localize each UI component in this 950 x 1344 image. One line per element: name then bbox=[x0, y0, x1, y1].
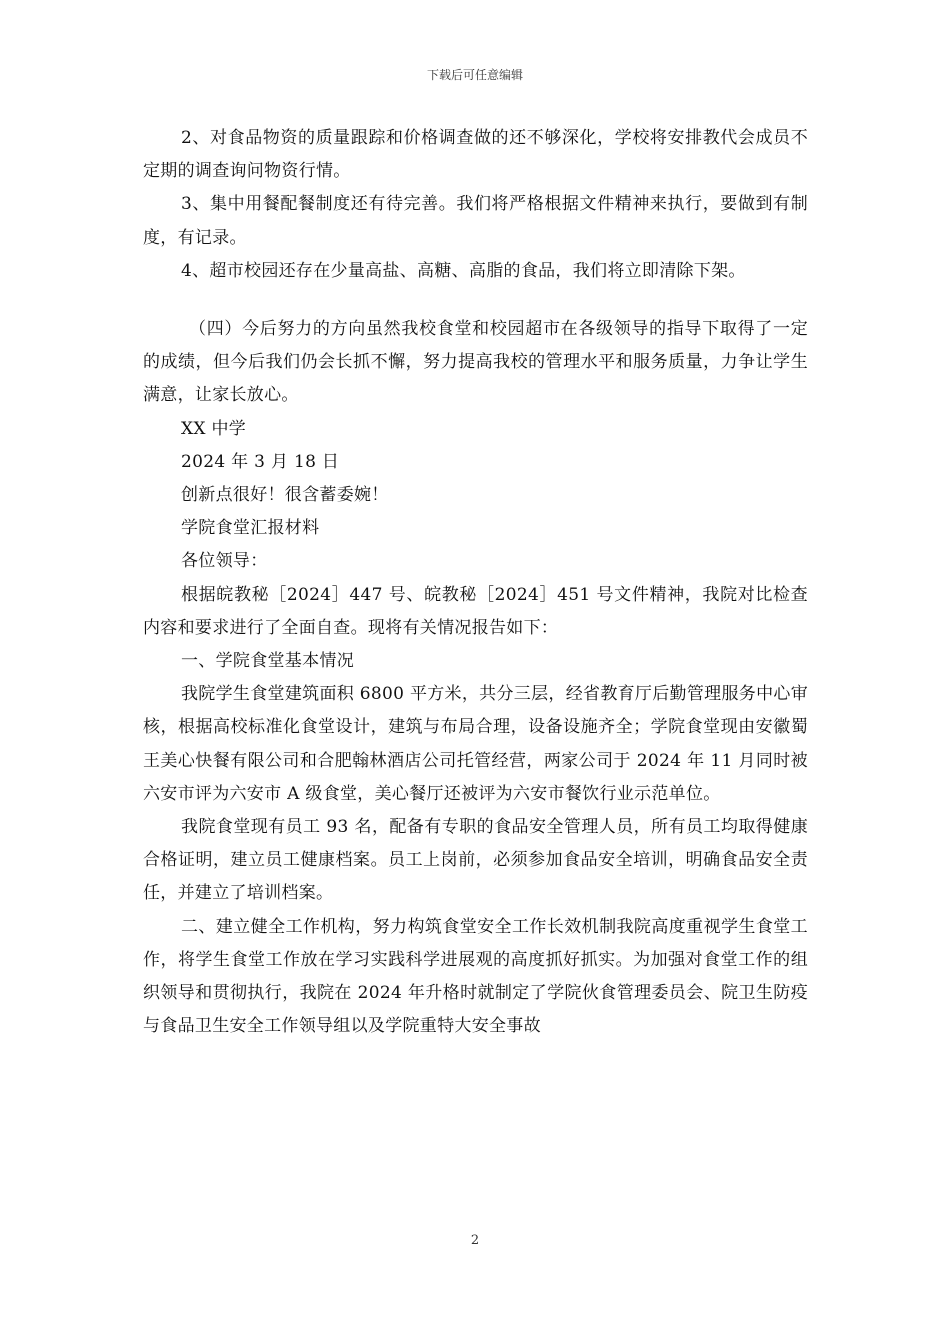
paragraph-future-direction: （四）今后努力的方向虽然我校食堂和校园超市在各级领导的指导下取得了一定的成绩，但今后我们仍会长抓不懈，努力提高我校的管理水平和服务质量，力争让学生满意，让家长放心。 bbox=[143, 319, 808, 406]
paragraph-item-2: 2、对食品物资的质量跟踪和价格调查做的还不够深化，学校将安排教代会成员不定期的调查询问物资行情。 bbox=[143, 128, 808, 182]
signature-date: 2024 年 3 月 18 日 bbox=[181, 451, 340, 472]
section-title: 学院食堂汇报材料 bbox=[181, 518, 320, 539]
paragraph-staff: 我院食堂现有员工 93 名，配备有专职的食品安全管理人员，所有员工均取得健康合格证明，建立员工健康档案。员工上岗前，必须参加食品安全培训，明确食品安全责任，并建立了培训档案。 bbox=[143, 817, 808, 904]
salutation: 各位领导： bbox=[181, 551, 268, 572]
paragraph-item-3: 3、集中用餐配餐制度还有待完善。我们将严格根据文件精神来执行，要做到有制度，有记录。 bbox=[143, 194, 808, 248]
document-body bbox=[143, 122, 808, 1043]
paragraph-intro: 根据皖教秘［2024］447 号、皖教秘［2024］451 号文件精神，我院对比检查内容和要求进行了全面自查。现将有关情况报告如下： bbox=[143, 584, 808, 638]
page-number: 2 bbox=[470, 1233, 480, 1248]
comment-line: 创新点很好！很含蓄委婉！ bbox=[181, 485, 389, 506]
paragraph-organization: 二、建立健全工作机构，努力构筑食堂安全工作长效机制我院高度重视学生食堂工作，将学生食堂工作放在学习实践科学进展观的高度抓好抓实。为加强对食堂工作的组织领导和贯彻执行，我院在 2024 年升格时就制定了学院伙食管理委员会、院卫生防疫与食品卫生安全工作领导组以及学院重特大安全事故 bbox=[143, 916, 808, 1037]
paragraph-item-4: 4、超市校园还存在少量高盐、高糖、高脂的食品，我们将立即清除下架。 bbox=[181, 260, 746, 281]
page-header: 下载后可任意编辑 bbox=[426, 68, 523, 82]
paragraph-canteen-building: 我院学生食堂建筑面积 6800 平方米，共分三层，经省教育厅后勤管理服务中心审核，根据高校标准化食堂设计，建筑与布局合理，设备设施齐全；学院食堂现由安徽蜀王美心快餐有限公司和合肥翰林酒店公司托管经营，两家公司于 2024 年 11 月同时被六安市评为六安市 A 级食堂，美心餐厅还被评为六安市餐饮行业示范单位。 bbox=[143, 684, 808, 804]
signature-school: XX 中学 bbox=[181, 418, 247, 439]
heading-basic-situation: 一、学院食堂基本情况 bbox=[181, 651, 354, 672]
